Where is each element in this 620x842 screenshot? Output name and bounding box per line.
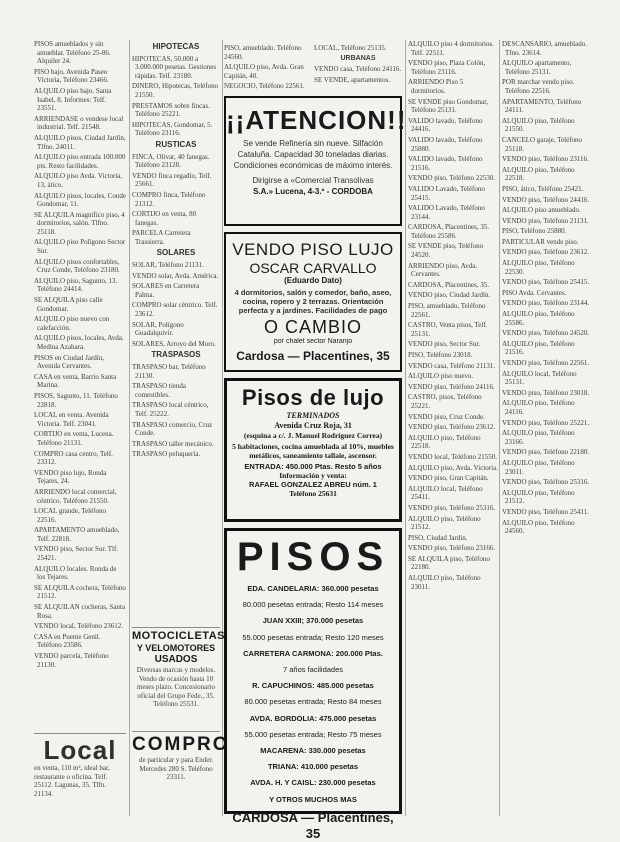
section-divider [132, 731, 220, 732]
atencion-body: Se vende Refinería sin nueve. Silfación Cataluña. Capacidad 30 toneladas diarias. Condiciones económicas de máximo interés. [233, 139, 393, 170]
pisos-line: R. CAPUCHINOS: 485.000 pesetas [252, 681, 374, 691]
classified-item: ALQUILO apartamento, Teléfono 25131. [502, 59, 572, 76]
motos-title-1: MOTOCICLETAS [132, 630, 225, 642]
classified-item: ALQUILO pisos, locales, Avda. Medina Azahara. [34, 334, 124, 351]
classified-item: VENDO piso, Teléfono 23018. [502, 388, 590, 397]
classified-item: SE ALQUILA cochera, Teléfono 21512. [34, 583, 126, 601]
classified-item: TRASPASO tienda comestibles. [132, 382, 187, 399]
classified-item: SE ALQUILA piso, Teléfono 22180. [408, 554, 490, 572]
classified-item: TRASPASO peluquería. [132, 450, 201, 459]
classified-item: APARTAMENTO, Teléfono 24111. [502, 97, 582, 115]
classified-list [34, 40, 126, 669]
classified-item: ALQUILO piso Polígono Sector Sur. [34, 238, 126, 256]
classified-item: VENDO solar, Avda. América. [132, 271, 219, 280]
classified-item: SE ALQUILAN cocheras, Santa Rosa. [34, 603, 125, 620]
classified-item: ALQUILO local, Teléfono 25131. [502, 369, 577, 387]
classified-item: ALQUILO piso, Teléfono 23166. [502, 429, 575, 446]
atencion-title: ¡¡ATENCION!! [226, 105, 407, 135]
classified-item: VENDO piso, Plaza Colón, Teléfono 23116. [408, 59, 486, 76]
classified-item: VENDO piso, Teléfono 25316. [502, 478, 590, 487]
classified-item: ALQUILO piso nuevo. [408, 372, 474, 381]
motos-title-2: Y VELOMOTORES [136, 643, 216, 653]
pisos-lujo-body: 5 habitaciones, cocina amueblada al 10%, muebles metálicos, saneamiento tallaie, ascensor. [232, 442, 394, 460]
classified-item: PISO, Teléfono 23018. [408, 351, 473, 359]
classified-item: VENDO piso lujo, Ronda Tejares, 24. [34, 468, 107, 486]
classified-item: HIPOTECAS, Gondomar, 5. Teléfono 23116. [132, 120, 213, 138]
classified-item: ARRIENDASE o vendese local industrial. Telf. 21548. [34, 114, 124, 132]
classified-item: PARCELA Carretera Trassierra. [132, 229, 191, 246]
classified-item: ALQUILO piso 4 dormitorios. Telf. 22511. [408, 40, 494, 57]
classified-item: VALIDO lavado, Teléfono 25880. [408, 135, 483, 153]
classified-item: VENDO piso, Ciudad Jardín. [408, 291, 491, 300]
pisos-lujo-entry: ENTRADA: 450.000 Ptas. Resto 5 años [244, 462, 382, 471]
classified-item: ALQUILO piso bajo. Santa Isabel, 8. Informes: Telf. 23551. [34, 86, 112, 113]
classified-item: VENDO piso, Teléfono 22561. [502, 359, 590, 367]
classified-item: ALQUILO pisos confortables, Cruz Conde, Teléfono 23180. [34, 257, 120, 275]
classified-item: VENDO local, Teléfono 21550. [408, 452, 498, 461]
classified-item: VENDO piso, Teléfono 23144. [502, 299, 590, 308]
column-divider [499, 40, 500, 816]
classified-item: ALQUILO piso Avda. Victoria, 13, ático. [34, 172, 123, 189]
compro-body: de particular y para Ender. Mercedes 280 S. Teléfono 23311. [138, 756, 214, 782]
classified-item: TRASPASO taller mecánico. [132, 439, 214, 448]
compro-title: COMPRO [132, 734, 230, 755]
classified-item: SE ALQUILA piso calle Gondomar. [34, 296, 103, 313]
classified-item: VENDO local, Teléfono 23612. [34, 622, 124, 631]
pisos-line: 55.000 pesetas entrada; Resto 120 meses [242, 632, 384, 642]
pisos-line: 7 años facilidades [282, 665, 344, 675]
classified-item: VENDO piso, Gran Capitán. [408, 474, 489, 483]
classified-item: NEGOCIO, Teléfono 22561. [224, 82, 305, 91]
classified-item: ALQUILO piso amueblado. [502, 206, 581, 215]
classified-item: ALQUILO piso, Teléfono 22518. [408, 433, 481, 451]
classified-item: SE VENDE, apartamentos. [314, 75, 391, 84]
classified-item: PISO, amueblado, Teléfono 22561. [408, 302, 486, 319]
classified-item: FINCA, Olivar, 40 fanegas. Teléfono 23128. [132, 152, 210, 170]
pisos-lujo-ad [224, 378, 402, 522]
classified-item: CASTRO, pisos, Teléfono 25221. [408, 393, 482, 410]
classified-item: SE VENDE piso, Teléfono 24520. [408, 242, 484, 260]
classified-item: ALQUILO pisos, locales, Conde Gondomar, 11. [34, 191, 126, 209]
classified-item: VENDO piso, Teléfono 22530. [408, 174, 496, 183]
pisos-lujo-phone: Teléfono 25631 [289, 489, 337, 498]
pisos-line: TRIANA: 410.000 pesetas [267, 762, 359, 772]
classified-item: CANCELO garaje, Teléfono 25118. [502, 135, 583, 153]
section-title-traspasos: TRASPASOS [151, 350, 201, 360]
classified-item: VENDO piso, Teléfono 25316. [408, 503, 496, 512]
local-title: Local [43, 735, 117, 765]
pisos-line: EDA. CANDELARIA: 360.000 pesetas [247, 584, 379, 593]
classified-item: ALQUILO locales. Ronda de los Tejares. [34, 564, 117, 582]
vendo-footer: Cardosa — Placentines, 35 [236, 349, 390, 363]
classified-item: CASA en Puente Genil. Teléfono 23586. [34, 632, 101, 650]
classified-item: VENDO piso, Sector Sur. Tlf. 25421. [34, 545, 119, 563]
classified-item: VENDO piso, Teléfono 25221. [502, 418, 590, 427]
classified-item: TRASPASO bar, Teléfono 21130. [132, 363, 206, 380]
classified-item: ALQUILO piso, Teléfono 22518. [502, 165, 575, 183]
classified-item: LOCAL en venta. Avenida Victoria. Telf. 23041. [34, 411, 109, 428]
classified-item: ALQUILO piso entrada 100.000 pts. Resto facilidades. [34, 153, 126, 170]
vendo-title: VENDO PISO LUJO [232, 240, 394, 259]
section-title-solares: SOLARES [156, 248, 196, 258]
column-4 [408, 40, 498, 817]
pisos-lujo-title: Pisos de lujo [241, 385, 385, 410]
classified-item: CASTRO, Venta pisos, Telf. 25131. [408, 321, 488, 338]
classified-item: VENDO piso, Teléfono 23612. [502, 248, 590, 257]
classified-item: SOLARES en Carretera Palma. [132, 282, 200, 299]
classified-item: VENDO piso, Teléfono 23166. [408, 544, 496, 553]
classified-item: ALQUILO piso, Avda. Victoria. [408, 463, 498, 472]
motos-ad [132, 630, 225, 730]
classified-item: PRESTAMOS sobre fincas. Teléfono 25221. [132, 101, 210, 119]
pisos-lujo-info: Información y venta: [279, 471, 347, 480]
classified-item: VENDO casa, Teléfono 21131. [408, 361, 496, 370]
local-text: en venta, 110 m², ideal bar, restaurante o oficina. Telf. 25112. Lagunas, 35. Tlfn. 21134. [34, 764, 110, 798]
classified-item: CARDOSA, Placentines, 35. Teléfono 25586. [408, 223, 490, 240]
atencion-ad [224, 96, 407, 226]
classified-item: ALQUILO piso nuevo con calefacción. [34, 315, 110, 332]
vendo-body: 4 dormitorios, salón y comedor, baño, aseo, cocina, ropero y 2 terrazas. Orientación perfecta y a jardines. Facilidades de pago [234, 288, 392, 315]
section-title-hipotecas: HIPOTECAS [152, 42, 200, 51]
classified-item: CASA en venta, Barrio Santa Marina. [34, 372, 117, 390]
pisos-lujo-address: Avenida Cruz Roja, 31 [274, 421, 352, 430]
classified-item: ALQUILO piso, Teléfono 21516. [502, 339, 575, 357]
local-ad [34, 736, 126, 816]
vendo-cambio: O CAMBIO [263, 317, 362, 337]
classified-item: SOLAR, Teléfono 21131. [132, 261, 204, 270]
pisos-ad [224, 528, 402, 841]
classified-item: ALQUILO piso, Teléfono 24560. [502, 518, 575, 536]
classified-item: ALQUILO piso, Teléfono 22530. [502, 259, 575, 276]
classified-item: VENDO piso, Teléfono 22180. [502, 448, 590, 457]
column-divider [405, 40, 406, 816]
classified-item: DINERO, Hipotecas, Teléfono 21550. [132, 82, 219, 99]
pisos-lujo-subtitle: TERMINADOS [286, 411, 340, 420]
pisos-line: 55.000 pesetas entrada; Resto 75 meses [244, 729, 382, 739]
classified-item: TRASPASO comercio, Cruz Conde. [132, 420, 213, 438]
classified-item: DESCANSARIO, amueblado. Tfno. 23614. [502, 40, 587, 57]
classified-item: COMPRO solar céntrico. Telf. 23612. [132, 301, 218, 319]
column-3-top-left [224, 44, 310, 104]
classified-item: SOLAR, Polígono Guadalquivir. [132, 320, 184, 338]
section-divider [132, 627, 220, 628]
vendo-subname: (Eduardo Dato) [284, 276, 342, 285]
classified-item: LOCAL grande, Teléfono 22516. [34, 507, 107, 524]
classified-item: HIPOTECAS, 50.000 a 3.000.000 pesetas. Gestiones rápidas. Telf. 23180. [132, 54, 217, 80]
vendo-piso-ad [224, 232, 402, 372]
classified-item: PISO, Ciudad Jardín. [408, 533, 468, 542]
section-title-rusticas: RUSTICAS [155, 139, 197, 149]
classified-item: COMPRO finca, Teléfono 21312. [132, 190, 206, 208]
classified-item: SE ALQUILA magnífico piso, 4 dormitorios, salón. Tlfno. 25118. [34, 210, 125, 236]
pisos-line: AVDA. BORDOLIA: 475.000 pesetas [249, 713, 377, 723]
motos-body: Diversas marcas y modelos. Vendo de ocasión hasta 10 meses plazo. Concesionario oficial del Grupo Fede., 35. Teléfono 25531. [136, 666, 216, 709]
column-divider [222, 40, 223, 816]
pisos-list [227, 581, 399, 808]
column-divider [129, 40, 130, 816]
classified-item: ALQUILO piso, Teléfono 21512. [408, 514, 481, 532]
classified-item: CORTIJO en venta, Lucena. Teléfono 21131. [34, 430, 114, 447]
pisos-line: CARRETERA CARMONA: 200.000 Ptas. [243, 648, 383, 658]
classified-item: ARRIENDO local comercial, céntrico. Teléfono 21550. [34, 487, 117, 505]
classified-item: POR marchar vendo piso. Teléfono 22516. [502, 78, 575, 95]
classified-item: VENDO piso, Teléfono 25411. [502, 507, 589, 516]
atencion-contact-1: Dirigirse a «Comercial Transolivas [252, 176, 374, 185]
classified-item: PISOS en Ciudad Jardín, Avenida Cervantes. [34, 353, 104, 371]
classified-item: COMPRO casa centro, Telf. 23312. [34, 449, 113, 467]
pisos-title: PISOS [236, 535, 390, 579]
classified-item: VENDO piso, Sector Sur. [408, 340, 481, 349]
classified-item: APARTAMENTO amueblado, Telf. 22818. [34, 526, 120, 543]
classified-item: CORTIJO en venta, 80 fanegas. [132, 210, 197, 227]
classified-item: VENDO piso, Teléfono 23116. [502, 155, 589, 164]
classified-item: VENDO piso, Teléfono 24520. [502, 329, 590, 338]
classified-item: PARTICULAR vende piso. [502, 237, 579, 246]
column-5 [502, 40, 594, 817]
pisos-lujo-address2: (esquina a c/. J. Manuel Rodríguez Correa) [243, 431, 383, 440]
section-title-urbanas: URBANAS [340, 54, 376, 62]
classified-item: PISO Avda. Cervantes. [502, 288, 567, 297]
pisos-line: JUAN XXIII; 370.000 pesetas [262, 616, 364, 626]
classified-item: VENDO piso, Teléfono 24116. [408, 382, 495, 391]
classified-item: ALQUILO piso, Sagunto, 13. Teléfono 24414. [34, 276, 118, 294]
classified-item: PISOS amueblados y sin amueblar. Teléfono 25-86. Alquiler 24. [34, 40, 111, 66]
classified-item: ALQUILO piso, Teléfono 24116. [502, 399, 575, 416]
classified-item: TRASPASO local céntrico, Telf. 25222. [132, 401, 209, 418]
classified-item: ALQUILO piso, Teléfono 23011. [502, 458, 575, 476]
classified-item: VENDO casa, Teléfono 24116. [314, 65, 402, 74]
classified-item: VALIDO Lavado, Teléfono 23144. [408, 204, 485, 221]
classified-item: VENDO piso, Teléfono 25415. [502, 278, 590, 287]
classified-item: VENDO piso, Teléfono 21131. [502, 216, 589, 225]
column-2 [132, 40, 220, 561]
classified-item: SOLARES, Arroyo del Moro. [132, 339, 216, 348]
classified-item: PISO, Teléfono 25880. [502, 227, 567, 236]
classified-item: ALQUILO local, Teléfono 25411. [408, 484, 483, 502]
classified-item: PISO, ático, Teléfono 25421. [502, 184, 584, 193]
classified-item: VENDO piso, Teléfono 24416. [502, 195, 590, 204]
classified-item: ARRIENDO piso, Avda. Cervantes. [408, 261, 478, 279]
pisos-line: 80.000 pesetas entrada; Resto 84 meses [244, 697, 382, 707]
pisos-line: MACARENA: 330.000 pesetas [260, 746, 366, 756]
classified-item: ARRIENDO Piso 5 dormitorios. [408, 78, 464, 95]
classified-item: PISO, amueblado, Teléfono 24560. [224, 44, 302, 61]
pisos-footer: CARDOSA — Placentines, 35 [232, 809, 394, 841]
column-1 [34, 40, 126, 817]
section-divider [34, 733, 126, 734]
classified-item: CARDOSA, Placentines, 35. [408, 280, 490, 289]
classified-item: ALQUILO piso, Teléfono 23011. [408, 574, 481, 591]
classified-item: PISO bajo, Avenida Paseo Victoria, Teléfono 23466. [34, 67, 109, 85]
vendo-cambio-sub: por chalet sector Naranjo [273, 338, 353, 345]
classified-item: ALQUILO pisos, Ciudad Jardín, Tlfno. 24011. [34, 133, 126, 151]
classified-item: LOCAL, Teléfono 25135. [314, 44, 387, 52]
atencion-contact-2: S.A.» Lucena, 4-3.º - CORDOBA [253, 187, 373, 196]
classified-item: ALQUILO piso, Avda. Gran Capitán, 40. [224, 63, 304, 80]
compro-ad [132, 734, 230, 818]
pisos-line: AVDA. H. Y CAISL: 230.000 pesetas [250, 778, 376, 788]
motos-title-3: USADOS [154, 654, 198, 665]
classified-item: ALQUILO piso, Teléfono 21550. [502, 116, 575, 134]
pisos-line: Y OTROS MUCHOS MAS [269, 794, 357, 804]
column-3-top-right [314, 44, 402, 104]
classified-item: SE VENDE piso Gondomar, Teléfono 25131. [408, 97, 489, 115]
classified-item: ALQUILO piso, Teléfono 25586. [502, 310, 575, 327]
classified-item: VENDO piso, Teléfono 23612. [408, 423, 496, 432]
classified-item: VALIDO Lavado, Teléfono 25415. [408, 184, 485, 202]
classified-item: PISOS, Sagunto, 11. Teléfono 22818. [34, 391, 118, 409]
classified-item: VALIDO lavado, Teléfono 21516. [408, 155, 483, 172]
pisos-line: 80.000 pesetas entrada; Resto 114 meses [242, 600, 384, 610]
vendo-name: OSCAR CARVALLO [249, 260, 377, 276]
classified-item: VENDO finca regadío, Telf. 25661. [132, 171, 212, 189]
classified-item: ALQUILO piso, Teléfono 21512. [502, 488, 575, 506]
classified-item: VALIDO lavado, Teléfono 24416. [408, 116, 483, 134]
classified-item: VENDO piso, Cruz Conde. [408, 412, 485, 421]
classified-item: VENDO parcela, Teléfono 21130. [34, 652, 109, 669]
pisos-lujo-contact: RAFAEL GONZALEZ ABREU núm. 1 [249, 480, 377, 489]
